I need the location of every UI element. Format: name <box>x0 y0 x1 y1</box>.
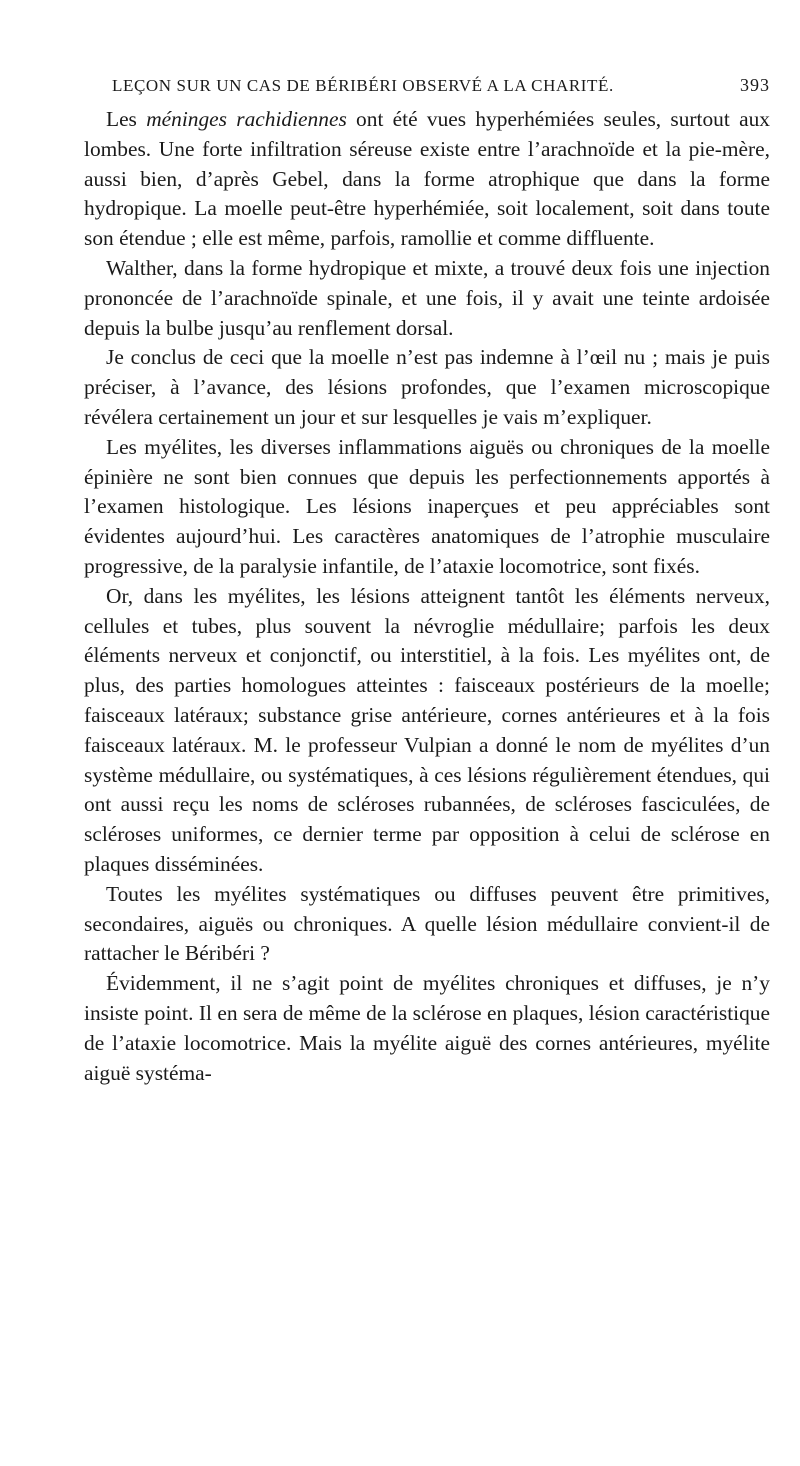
paragraph: Toutes les myélites systématiques ou diffuses peuvent être primitives, secondaires, aiguës ou chroniques. A quelle lésion médullaire convient-il de rattacher le Béribéri ? <box>84 881 770 966</box>
paragraph: Je conclus de ceci que la moelle n’est pas indemne à l’œil nu ; mais je puis préciser, à l’avance, des lésions profondes, que l’examen microscopique révélera certainement un jour et sur lesquelles je vais m’expliquer. <box>84 345 770 429</box>
page-number: 393 <box>740 75 770 95</box>
running-title: LEÇON SUR UN CAS DE BÉRIBÉRI OBSERVÉ A LA CHARITÉ. <box>112 76 614 95</box>
paragraph-lead-text: Les <box>106 107 147 131</box>
paragraph: Walther, dans la forme hydropique et mixte, a trouvé deux fois une injection prononcée de l’arachnoïde spinale, et une fois, il y avait une teinte ardoisée depuis la bulbe jusqu’au renflement dorsal. <box>84 255 770 340</box>
paragraph <box>84 105 770 254</box>
document-page <box>84 74 770 1088</box>
paragraph: Les myélites, les diverses inflammations aiguës ou chroniques de la moelle épinière ne sont bien connues que depuis les perfectionnements apportés à l’examen histologique. Les lésions inaperçues et peu appréciables sont évidentes aujourd’hui. Les caractères anatomiques de l’atrophie musculaire progressive, de la paralysie infantile, de l’ataxie locomotrice, sont fixés. <box>84 434 770 578</box>
running-header <box>84 74 770 97</box>
paragraph-text: ont été vues hyperhémiées seules, surtout aux lombes. Une forte infiltration séreuse existe entre l’arachnoïde et la pie-mère, aussi bien, d’après Gebel, dans la forme atrophique que dans la forme hydropique. La moelle peut-être hyperhémiée, soit localement, soit dans toute son étendue ; elle est même, parfois, ramollie et comme diffluente. <box>84 107 770 251</box>
body-text <box>84 105 770 1088</box>
paragraph: Or, dans les myélites, les lésions atteignent tantôt les éléments nerveux, cellules et tubes, plus souvent la névroglie médullaire; parfois les deux éléments nerveux et conjonctif, ou interstitiel, à la fois. Les myélites ont, de plus, des parties homologues atteintes : faisceaux postérieurs de la moelle; faisceaux latéraux; substance grise antérieure, cornes antérieures et à la fois faisceaux latéraux. M. le professeur Vulpian a donné le nom de myélites d’un système médullaire, ou systématiques, à ces lésions régulièrement étendues, qui ont aussi reçu les noms de scléroses rubannées, de scléroses fasciculées, de scléroses uniformes, ce dernier terme par opposition à celui de sclérose en plaques disséminées. <box>84 583 770 876</box>
paragraph: Évidemment, il ne s’agit point de myélites chroniques et diffuses, je n’y insiste point. Il en sera de même de la sclérose en plaques, lésion caractéristique de l’ataxie locomotrice. Mais la myélite aiguë des cornes antérieures, myélite aiguë systéma- <box>84 971 770 1085</box>
emphasis-text: méninges rachidiennes <box>146 107 347 131</box>
